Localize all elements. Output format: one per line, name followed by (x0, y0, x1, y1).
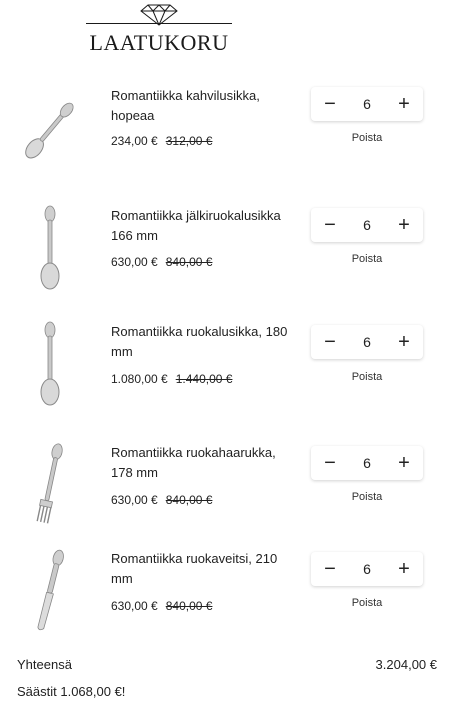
item-old-price: 840,00 € (165, 255, 213, 269)
decrease-quantity-button[interactable]: − (324, 213, 336, 236)
increase-quantity-button[interactable]: + (398, 213, 410, 236)
decrease-quantity-button[interactable]: − (324, 451, 336, 474)
remove-item-button[interactable]: Poista (351, 253, 383, 265)
remove-item-button[interactable]: Poista (351, 597, 383, 609)
item-title[interactable]: Romantiikka ruokaveitsi, 210 mm (111, 551, 278, 586)
quantity-stepper (311, 446, 423, 480)
cart-item (0, 200, 454, 310)
cart-item (0, 437, 454, 547)
dessert-spoon-icon[interactable] (18, 204, 82, 292)
increase-quantity-button[interactable]: + (398, 451, 410, 474)
quantity-value[interactable]: 6 (363, 217, 371, 233)
item-prices (111, 372, 232, 386)
item-title[interactable]: Romantiikka kahvilusikka, hopeaa (111, 88, 260, 123)
fork-icon[interactable] (18, 441, 82, 529)
item-price: 630,00 € (111, 599, 158, 613)
quantity-value[interactable]: 6 (363, 334, 371, 350)
decrease-quantity-button[interactable]: − (324, 92, 336, 115)
item-prices (111, 599, 212, 613)
item-price: 630,00 € (111, 255, 158, 269)
item-old-price: 312,00 € (165, 134, 213, 148)
cart-item (0, 543, 454, 653)
quantity-value[interactable]: 6 (363, 561, 371, 577)
item-prices (111, 493, 212, 507)
remove-item-button[interactable]: Poista (351, 491, 383, 503)
site-header (0, 0, 454, 60)
knife-icon[interactable] (18, 547, 82, 635)
decrease-quantity-button[interactable]: − (324, 330, 336, 353)
quantity-value[interactable]: 6 (363, 96, 371, 112)
increase-quantity-button[interactable]: + (398, 92, 410, 115)
remove-item-button[interactable]: Poista (351, 132, 383, 144)
savings-text: Säästit 1.068,00 €! (17, 684, 126, 699)
item-old-price: 1.440,00 € (175, 372, 233, 386)
quantity-stepper (311, 325, 423, 359)
total-label: Yhteensä (17, 657, 72, 672)
remove-item-button[interactable]: Poista (351, 371, 383, 383)
table-spoon-icon[interactable] (18, 320, 82, 408)
item-old-price: 840,00 € (165, 493, 213, 507)
item-old-price: 840,00 € (165, 599, 213, 613)
brand-name: LAATUKORU (89, 30, 229, 55)
item-title[interactable]: Romantiikka jälkiruokalusikka 166 mm (111, 208, 281, 243)
item-prices (111, 255, 212, 269)
increase-quantity-button[interactable]: + (398, 557, 410, 580)
quantity-value[interactable]: 6 (363, 455, 371, 471)
coffee-spoon-icon[interactable] (18, 90, 82, 170)
item-price: 630,00 € (111, 493, 158, 507)
item-price: 1.080,00 € (111, 372, 168, 386)
decrease-quantity-button[interactable]: − (324, 557, 336, 580)
logo-divider (86, 23, 232, 24)
item-price: 234,00 € (111, 134, 158, 148)
cart-item (0, 80, 454, 190)
quantity-stepper (311, 208, 423, 242)
brand-logo[interactable] (86, 4, 232, 56)
total-value: 3.204,00 € (375, 657, 437, 672)
item-prices (111, 134, 212, 148)
increase-quantity-button[interactable]: + (398, 330, 410, 353)
cart-item (0, 316, 454, 426)
quantity-stepper (311, 87, 423, 121)
quantity-stepper (311, 552, 423, 586)
item-title[interactable]: Romantiikka ruokahaarukka, 178 mm (111, 445, 276, 480)
item-title[interactable]: Romantiikka ruokalusikka, 180 mm (111, 324, 288, 359)
